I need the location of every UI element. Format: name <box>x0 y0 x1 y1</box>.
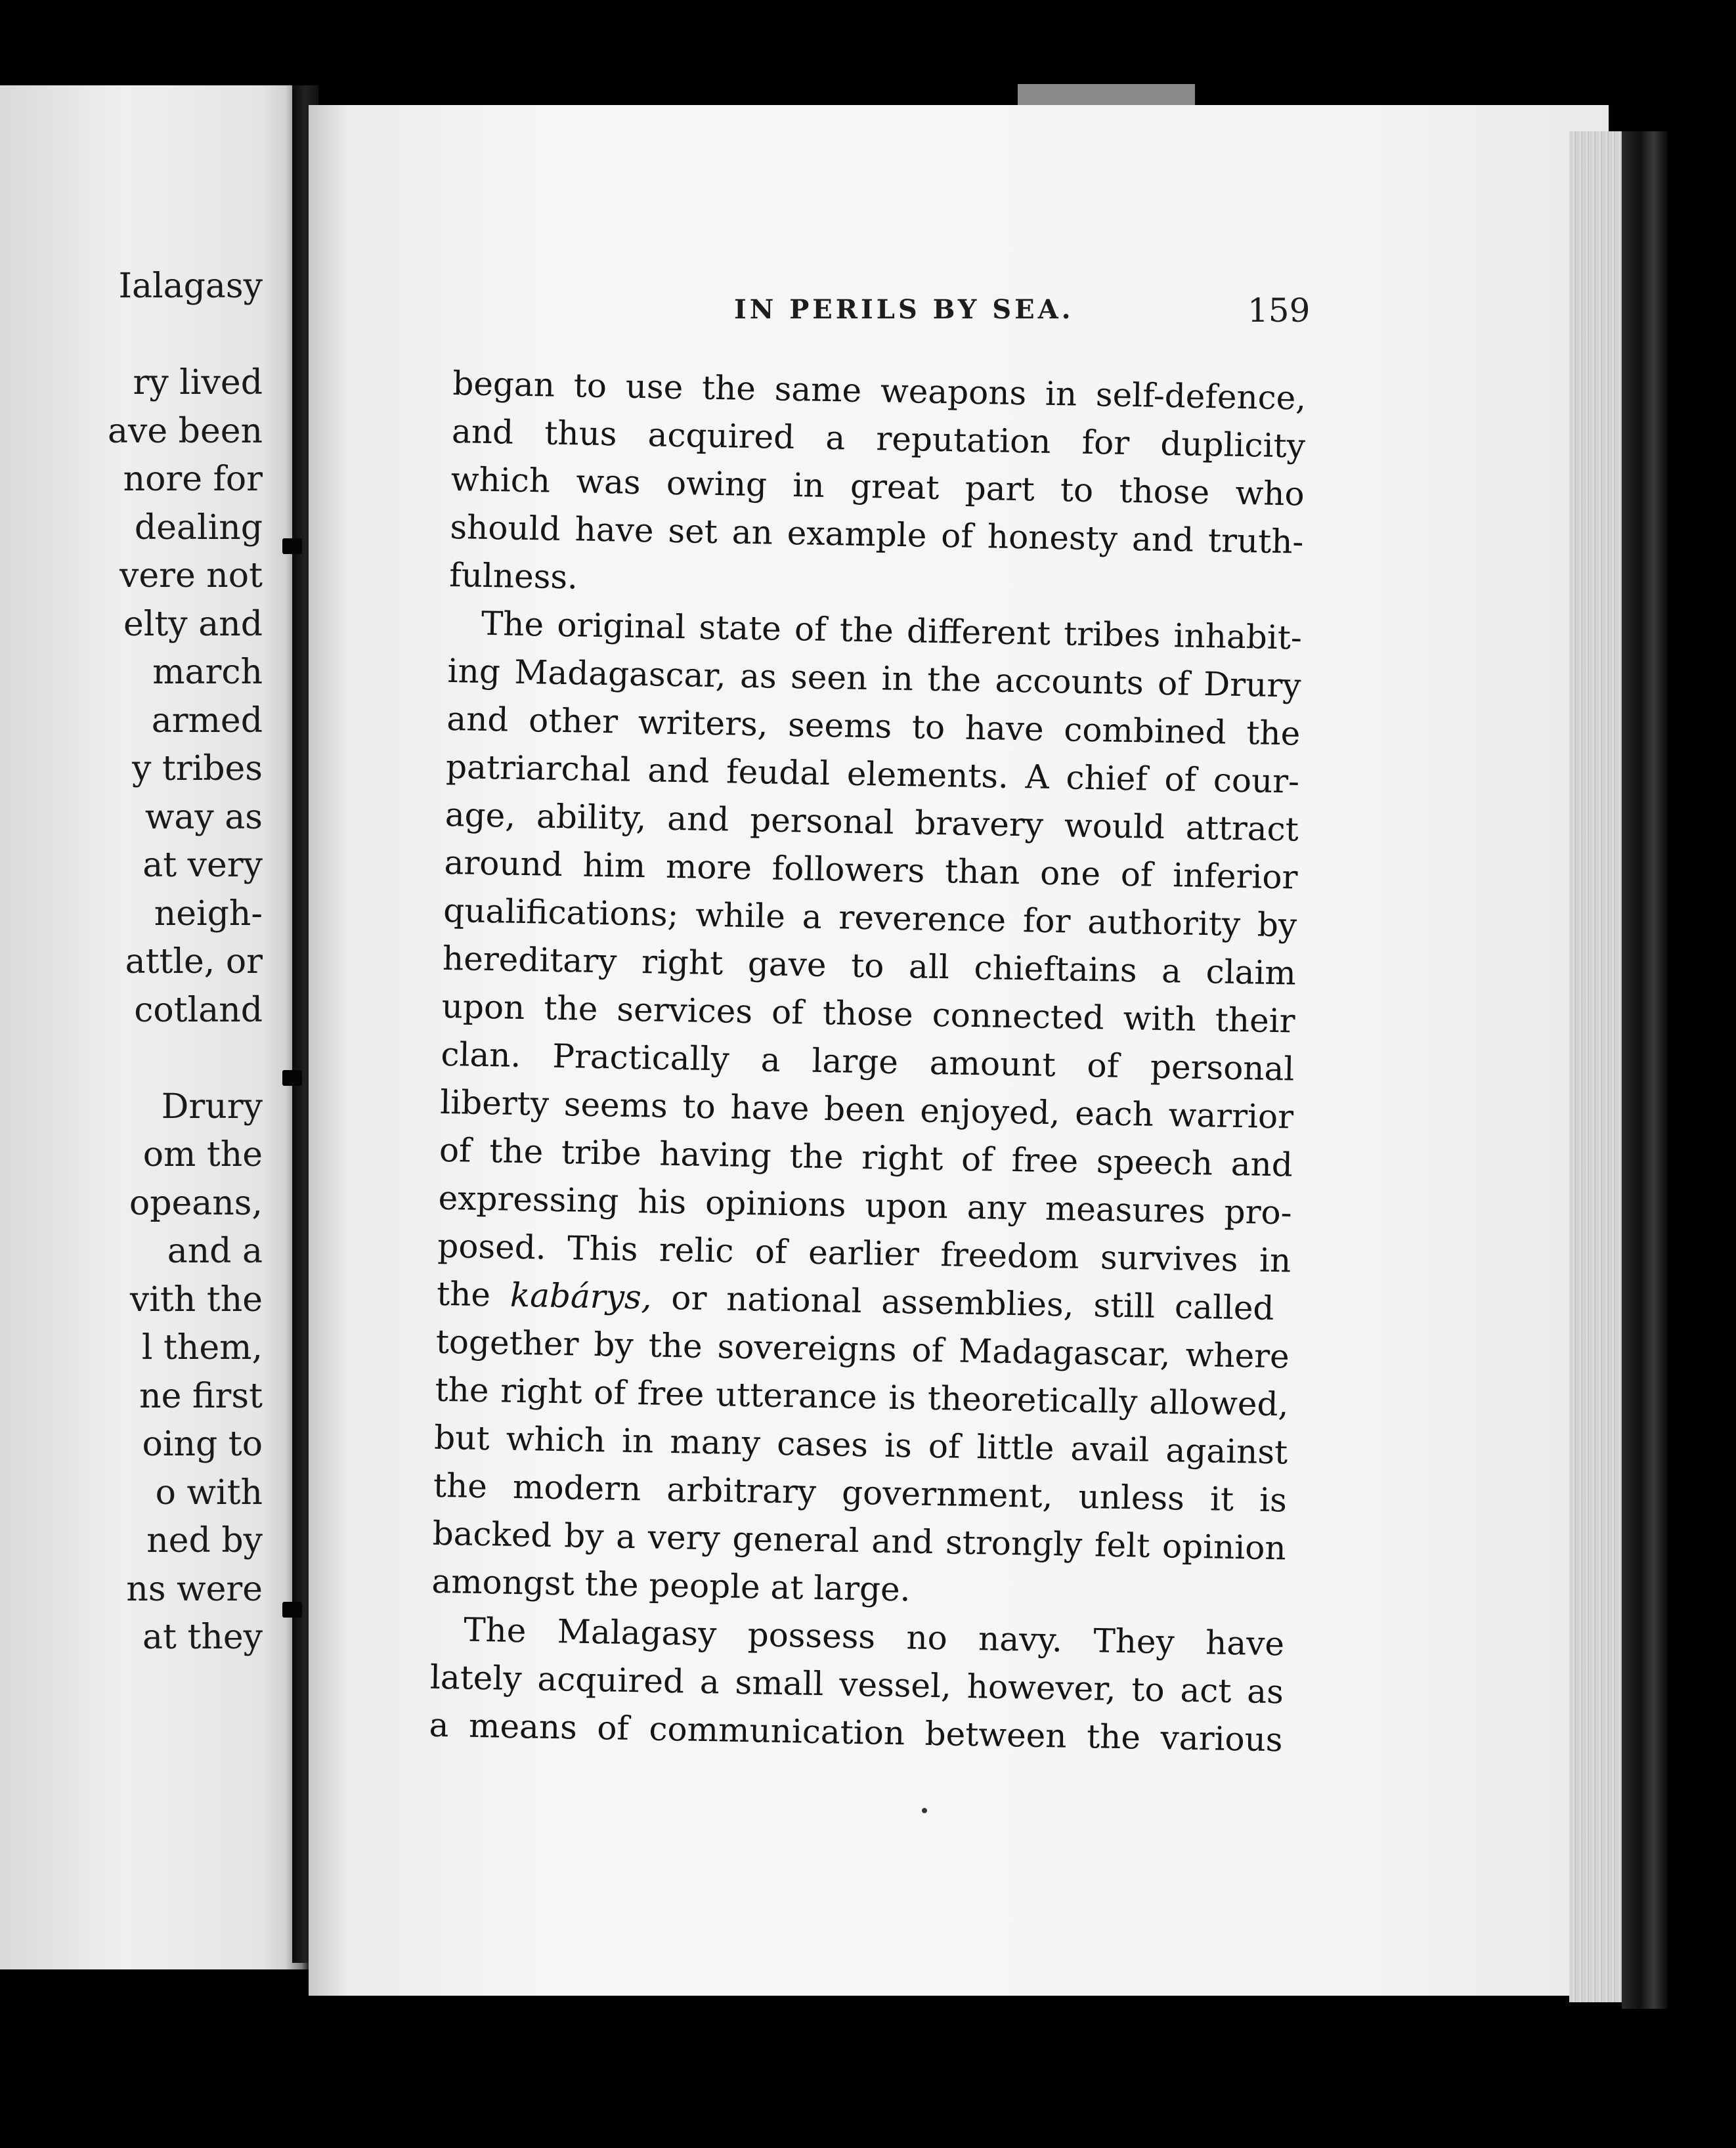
body-line: ing Madagascar, as seen in the accounts of Drury <box>447 651 1302 705</box>
left-page-line: l them, <box>141 1328 263 1367</box>
line-prefix: the <box>436 1274 491 1314</box>
left-page-line: dealing <box>134 507 263 548</box>
italic-term: kabárys, <box>510 1276 653 1317</box>
left-page-line: nore for <box>123 460 263 499</box>
left-page-line: way as <box>144 797 263 837</box>
left-page <box>0 85 309 1969</box>
body-line: patriarchal and feudal elements. A chief of cour- <box>445 747 1300 801</box>
body-line: which was owing in great part to those who <box>450 460 1305 513</box>
body-line: and other writers, seems to have combined the <box>446 699 1301 753</box>
left-page-line: at very <box>142 846 263 885</box>
left-page-line: Ialagasy <box>118 267 263 306</box>
left-page-line: armed <box>151 700 263 741</box>
body-line: the modern arbitrary government, unless it is <box>433 1466 1288 1520</box>
body-line: The original state of the different tribes inhabit- <box>481 604 1303 657</box>
printer-mark-dot <box>922 1808 927 1813</box>
book-cover-edge <box>1622 131 1668 2009</box>
body-line: hereditary right gave to all chieftains a claim <box>442 939 1297 993</box>
left-page-line: om the <box>142 1135 263 1174</box>
left-page-line: at they <box>142 1618 263 1657</box>
body-line: upon the services of those connected with their <box>441 987 1296 1041</box>
body-text <box>429 360 1307 1764</box>
left-page-line: neigh- <box>154 893 263 934</box>
left-page-line: attle, or <box>125 942 263 981</box>
body-line: amongst the people at large. <box>431 1562 911 1609</box>
binding-thread-mark <box>282 1070 302 1086</box>
body-line: began to use the same weapons in self-defence, <box>452 364 1307 418</box>
body-line: posed. This relic of earlier freedom survives in <box>437 1226 1291 1280</box>
left-page-line: ns were <box>126 1569 263 1609</box>
body-line: together by the sovereigns of Madagascar, where <box>435 1322 1290 1376</box>
left-page-line: ry lived <box>133 363 263 402</box>
left-page-line: ave been <box>107 411 263 451</box>
left-page-line: o with <box>155 1472 263 1513</box>
body-line: backed by a very general and strongly felt opinion <box>432 1514 1287 1568</box>
body-line: lately acquired a small vessel, however, to act as <box>429 1658 1284 1711</box>
left-page-line: vith the <box>129 1279 263 1320</box>
left-page-line: vere not <box>119 556 263 595</box>
binding-thread-mark <box>282 1602 302 1618</box>
left-page-line: and a <box>167 1232 263 1271</box>
binding-thread-mark <box>282 538 302 554</box>
body-line: a means of communication between the various <box>429 1706 1284 1759</box>
left-page-line: cotland <box>134 990 263 1030</box>
left-page-line: oing to <box>142 1425 263 1464</box>
body-line: The Malagasy possess no navy. They have <box>463 1610 1285 1664</box>
running-head: IN PERILS BY SEA. <box>734 294 1074 325</box>
left-page-line: y tribes <box>131 749 263 788</box>
body-line: qualifications; while a reverence for authority by <box>443 891 1297 945</box>
left-page-line: ned by <box>146 1521 263 1560</box>
left-page-line: Drury <box>161 1086 263 1127</box>
body-line: around him more followers than one of inferior <box>444 843 1298 897</box>
body-line: age, ability, and personal bravery would attract <box>445 795 1299 849</box>
left-page-line: elty and <box>123 604 263 644</box>
body-line: and thus acquired a reputation for duplicity <box>451 412 1306 465</box>
left-page-line: ne first <box>139 1376 263 1416</box>
left-page-line: march <box>152 653 263 692</box>
left-page-line: opeans, <box>129 1183 263 1223</box>
body-line: expressing his opinions upon any measures pro- <box>438 1178 1293 1232</box>
line-rest: or national assemblies, still called <box>670 1279 1274 1328</box>
body-line: should have set an example of honesty and truth- <box>450 507 1304 561</box>
body-line: the right of free utterance is theoretically allowed, <box>435 1370 1289 1424</box>
page-edges-stack <box>1569 131 1628 2002</box>
page-number: 159 <box>1248 291 1311 330</box>
body-line: but which in many cases is of little avail against <box>433 1418 1288 1472</box>
body-line: liberty seems to have been enjoyed, each warrior <box>439 1083 1294 1136</box>
body-line: fulness. <box>448 555 578 597</box>
body-line: clan. Practically a large amount of personal <box>441 1035 1295 1088</box>
body-line: of the tribe having the right of free speech and <box>439 1130 1293 1184</box>
